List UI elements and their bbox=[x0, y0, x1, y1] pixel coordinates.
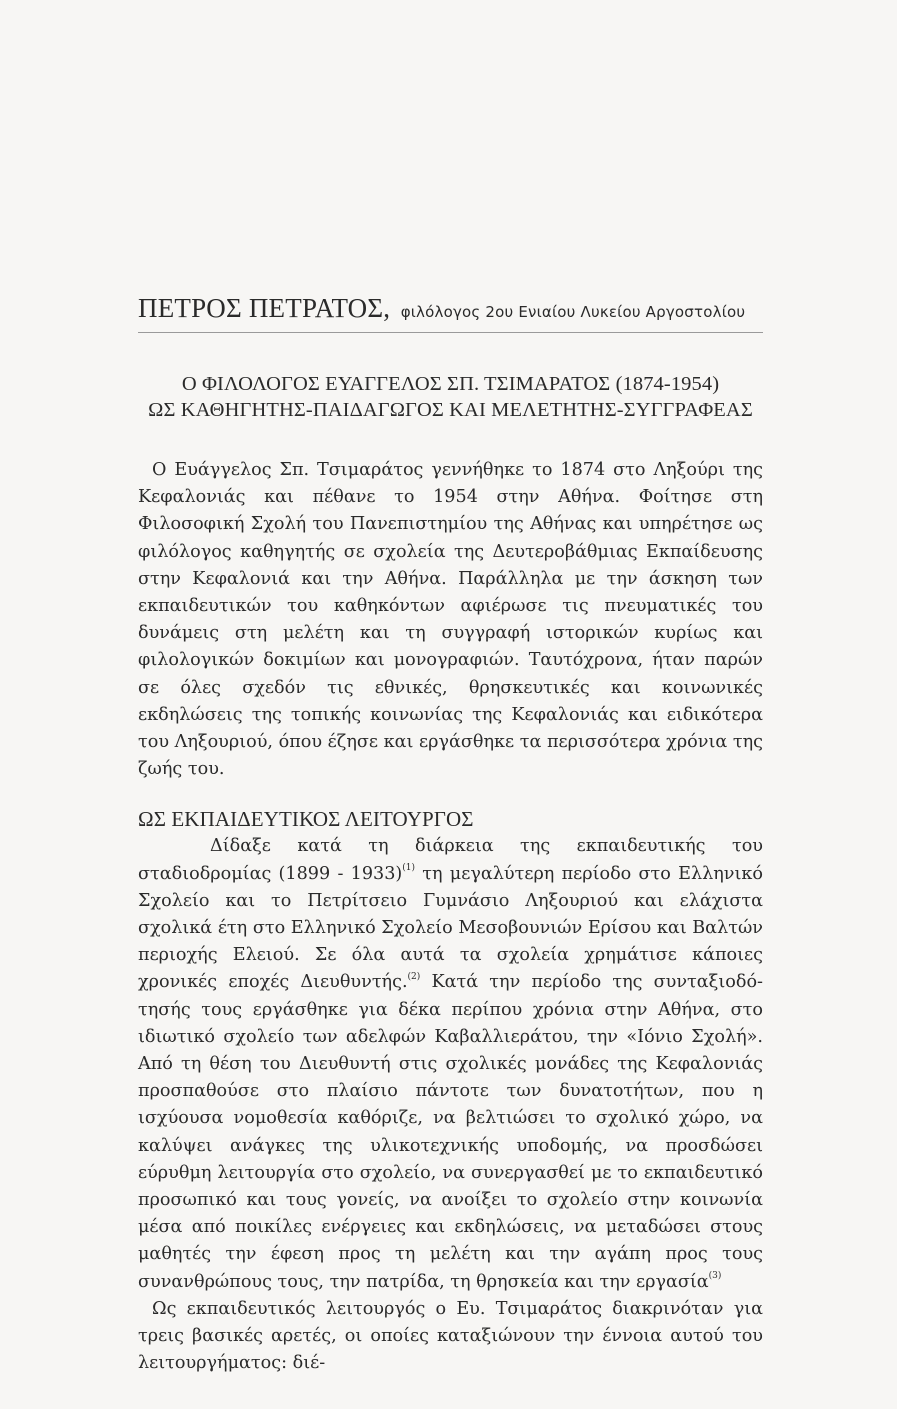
article-page bbox=[138, 290, 763, 1378]
section-paragraph-1 bbox=[138, 833, 763, 1295]
paragraph-text: Κατά την περίοδο της συνταξιοδότησής τους εργάσθηκε για δέκα περίπου χρόνια στην Αθήνα, στο ιδιωτικό σχολείο των αδελφών Καβαλλιεράτου, την «Ιόνιο Σχολή». Από τη θέση του Διευθυντή στις σχολικές μονάδες της Κεφαλονιάς προσπαθούσε στο πλαίσιο πάντοτε των δυνατοτήτων, που η ισχύουσα νομοθεσία καθόριζε, να βελτιώσει το σχολικό χώρο, να καλύψει ανάγκες της υλικοτεχνικής υποδομής, να προσδώσει εύρυθμη λειτουργία στο σχολείο, να συνεργασθεί με το εκπαιδευτικό προσωπικό και τους γονείς, να ανοίξει το σχολείο στην κοινωνία μέσα από ποικίλες ενέργειες και εκδηλώσεις, να μεταδώσει στους μαθητές την έφεση προς τη μελέτη και την αγάπη προς τους συνανθρώπους τους, την πατρίδα, τη θρησκεία και την εργασία bbox=[138, 972, 763, 1292]
footnote-ref-2: (2) bbox=[407, 971, 421, 982]
section-paragraph-2: Ως εκπαιδευτικός λειτουργός ο Ευ. Τσιμαράτος διακρινόταν για τρεις βασικές αρετές, οι οποίες καταξιώνουν την έννοια αυτού του λειτουργήματος: διέ- bbox=[138, 1298, 763, 1374]
section-heading: ΩΣ ΕΚΠΑΙΔΕΥΤΙΚΟΣ ΛΕΙΤΟΥΡΓΟΣ bbox=[138, 807, 474, 832]
author-affiliation: φιλόλογος 2ου Ενιαίου Λυκείου Αργοστολίου bbox=[400, 303, 746, 321]
paragraph-text: Δίδαξε κατά τη διάρκεια της εκπαιδευτικής του σταδιοδρομίας (1899 - 1933) bbox=[138, 836, 763, 884]
header-rule bbox=[138, 332, 763, 333]
title-line-2: ΩΣ ΚΑΘΗΓΗΤΗΣ-ΠΑΙΔΑΓΩΓΟΣ ΚΑΙ ΜΕΛΕΤΗΤΗΣ-ΣΥΓΓΡΑΦΕΑΣ bbox=[148, 399, 753, 421]
author-name: ΠΕΤΡΟΣ ΠΕΤΡΑΤΟΣ, bbox=[138, 293, 391, 323]
intro-paragraph: Ο Ευάγγελος Σπ. Τσιμαράτος γεννήθηκε το 1874 στο Ληξούρι της Κεφαλονιάς και πέθανε το 1954 στην Αθήνα. Φοίτησε στη Φιλοσοφική Σχολή του Πανεπιστημίου της Αθήνας και υπηρέτησε ως φιλόλογος καθηγητής σε σχολεία της Δευτεροβάθμιας Εκπαίδευσης στην Κεφαλονιά και την Αθήνα. Παράλληλα με την άσκηση των εκπαιδευτικών του καθηκόντων αφιέρωσε τις πνευματικές του δυνάμεις στη μελέτη και τη συγγραφή ιστορικών κυρίως και φιλολογικών δοκιμίων και μονογραφιών. Ταυτόχρονα, ήταν παρών σε όλες σχεδόν τις εθνικές, θρησκευτικές και κοινωνικές εκδηλώσεις της τοπικής κοινωνίας της Κεφαλονιάς και ειδικότερα του Ληξουριού, όπου έζησε και εργάσθηκε τα περισσότερα χρόνια της ζωής του. bbox=[138, 460, 763, 780]
article-title bbox=[138, 371, 763, 423]
section-body bbox=[138, 833, 763, 1377]
footnote-ref-3: (3) bbox=[708, 1270, 722, 1281]
title-line-1: Ο ΦΙΛΟΛΟΓΟΣ ΕΥΑΓΓΕΛΟΣ ΣΠ. ΤΣΙΜΑΡΑΤΟΣ (1874-1954) bbox=[181, 373, 720, 395]
author-header bbox=[138, 290, 763, 330]
paragraph-text: τη μεγαλύτερη περίοδο στο Ελληνικό Σχολείο και το Πετρίτσειο Γυμνάσιο Ληξουριού και ελάχιστα σχολικά έτη στο Ελληνικό Σχολείο Μεσοβουνιών Ερίσου και Βαλτών περιοχής Ελειού. Σε όλα αυτά τα σχολεία χρημάτισε κάποιες χρονικές εποχές Διευθυντής. bbox=[138, 863, 763, 993]
footnote-ref-1: (1) bbox=[402, 862, 416, 873]
